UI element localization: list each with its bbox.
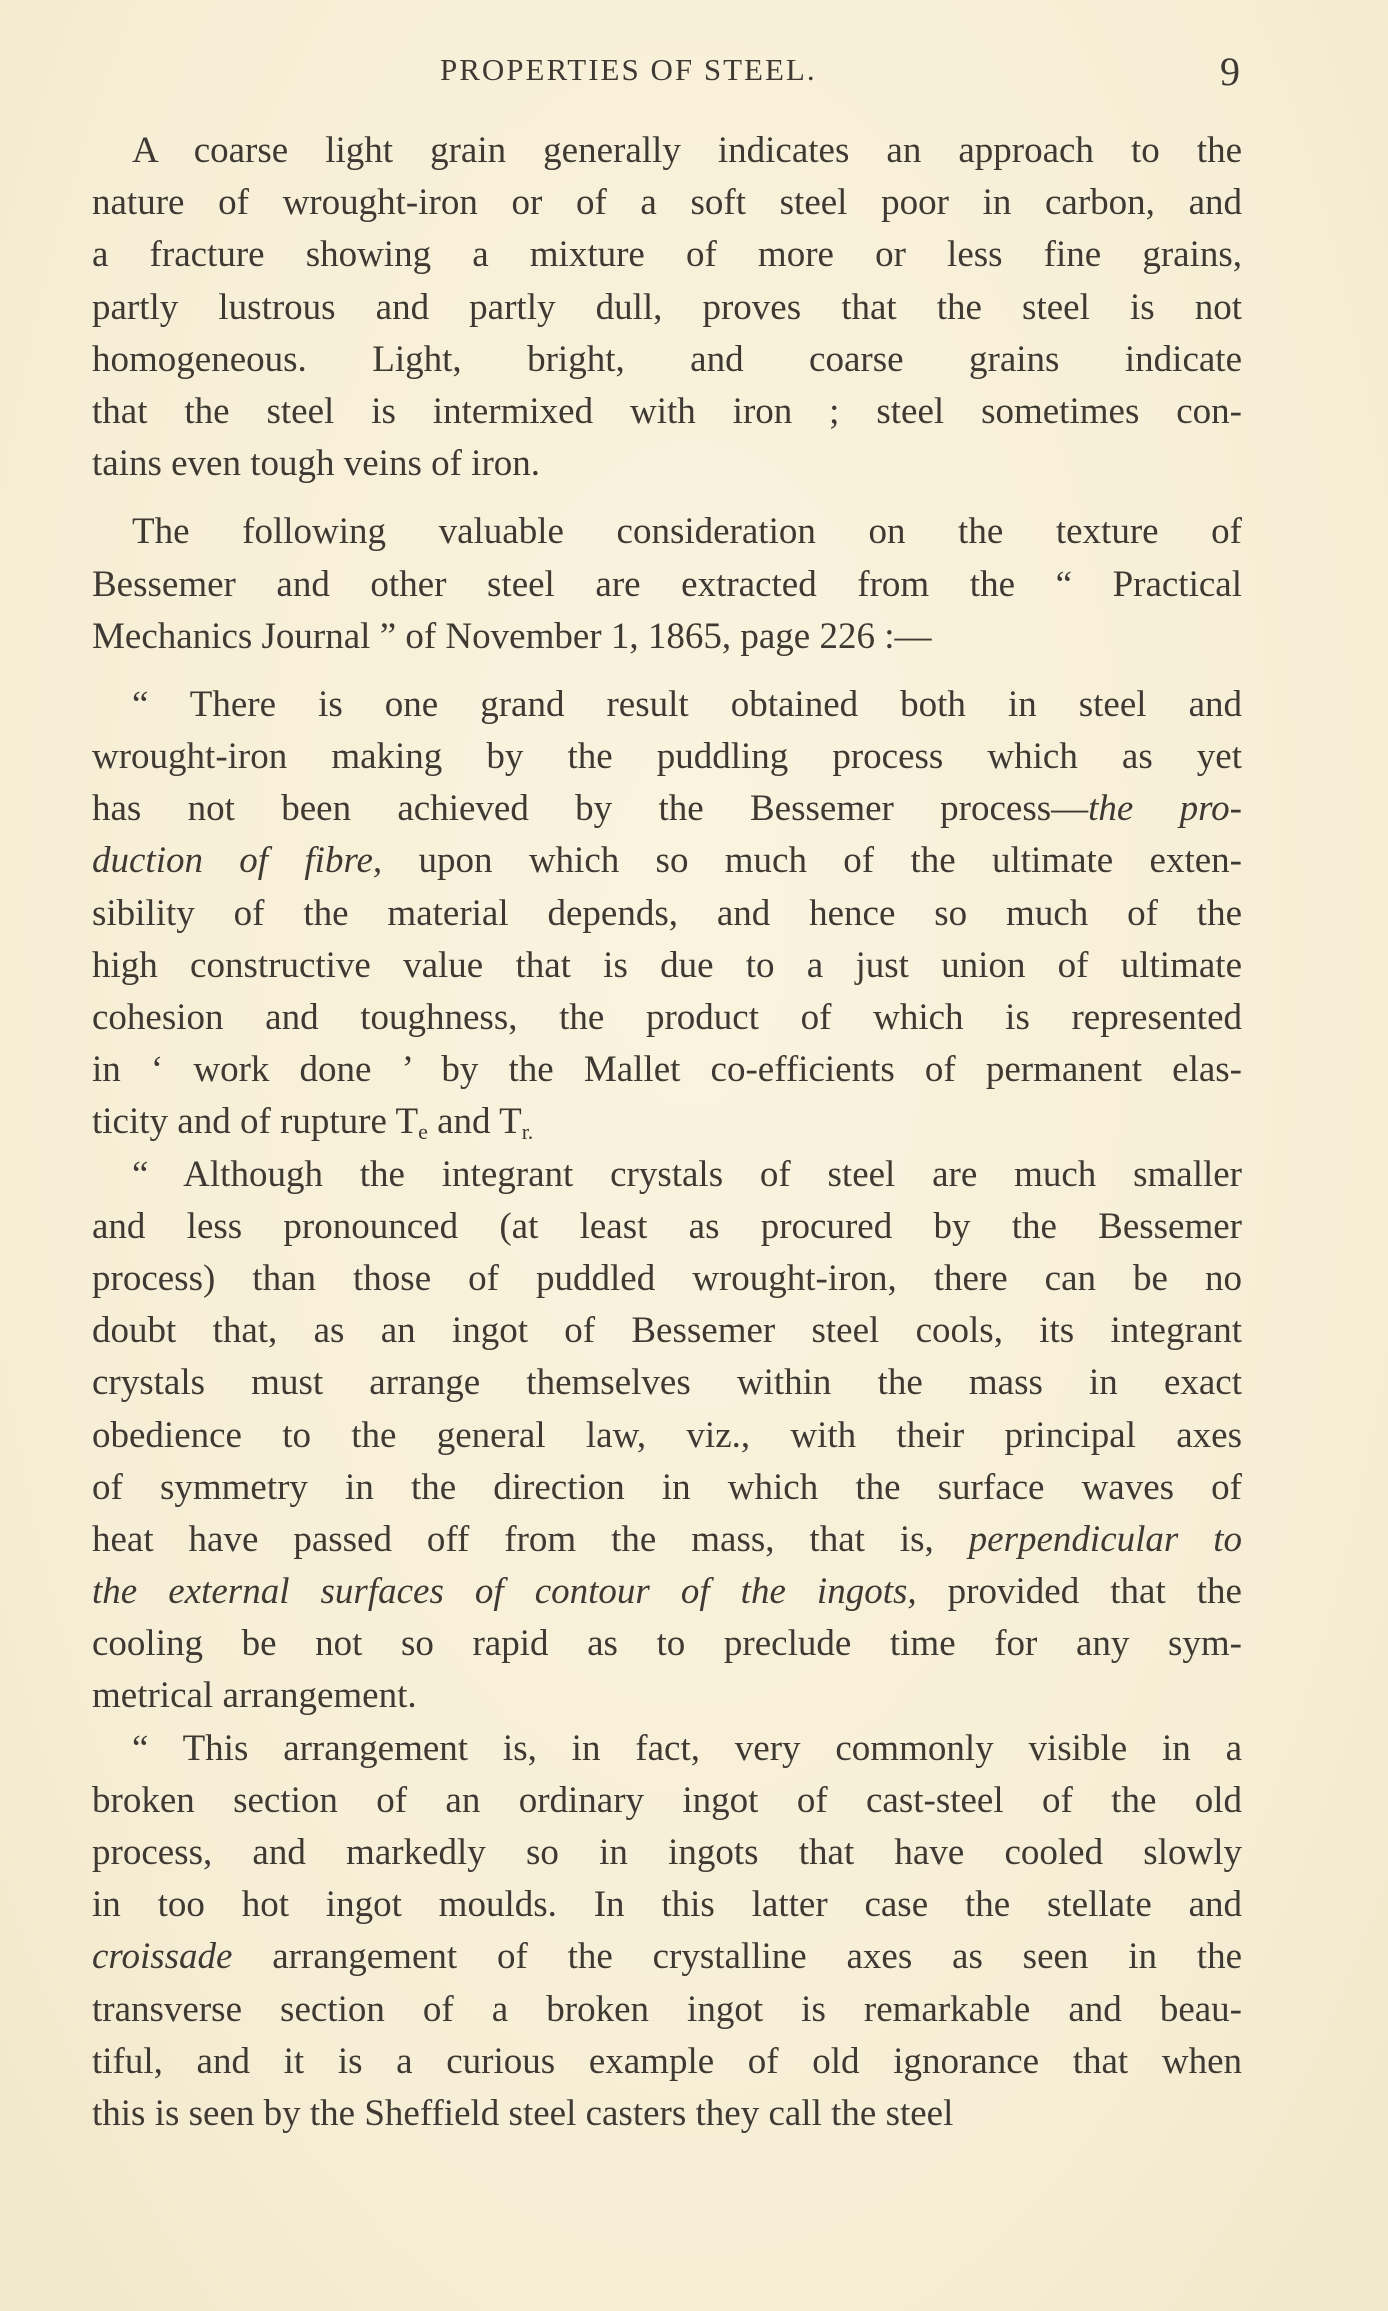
paragraph <box>92 1723 1242 2141</box>
text-line: sibility of the material depends, and hence so much of the <box>92 892 1242 934</box>
text-line: A coarse light grain generally indicates an approach to the <box>132 130 1242 171</box>
text-run: and T <box>427 1101 522 1143</box>
text-line <box>92 835 1242 887</box>
running-title: PROPERTIES OF STEEL. <box>440 52 817 87</box>
text-line: tiful, and it is a curious example of old ignorance that when <box>92 2040 1242 2082</box>
paragraph <box>92 679 1242 1149</box>
subscript: r. <box>521 1119 534 1145</box>
text-line: of symmetry in the direction in which the surface waves of <box>92 1466 1242 1508</box>
text-line: “ There is one grand result obtained both in steel and <box>132 683 1242 725</box>
text-line: “ This arrangement is, in fact, very commonly visible in a <box>132 1727 1242 1769</box>
text-run: has not been achieved by the Bessemer process— <box>92 788 1089 830</box>
text-line: homogeneous. Light, bright, and coarse grains indicate <box>92 338 1242 380</box>
body-text <box>92 125 1242 2140</box>
text-line: in too hot ingot moulds. In this latter case the stellate and <box>92 1884 1242 1926</box>
text-line: process) than those of puddled wrought-iron, there can be no <box>92 1257 1242 1299</box>
text-line: and less pronounced (at least as procured by the Bessemer <box>92 1205 1242 1247</box>
italic-text: croissade <box>92 1936 233 1978</box>
text-line: a fracture showing a mixture of more or less fine grains, <box>92 234 1242 276</box>
italic-text: duction of fibre, <box>92 840 383 882</box>
text-line: transverse section of a broken ingot is remarkable and beau- <box>92 1988 1242 2030</box>
text-line: broken section of an ordinary ingot of cast-steel of the old <box>92 1779 1242 1821</box>
text-line: “ Although the integrant crystals of steel are much smaller <box>132 1153 1242 1195</box>
text-run: ticity and of rupture T <box>92 1101 419 1143</box>
text-line: that the steel is intermixed with iron ; steel sometimes con- <box>92 390 1242 432</box>
text-line: obedience to the general law, viz., with their principal axes <box>92 1414 1242 1456</box>
text-line: cooling be not so rapid as to preclude time for any sym- <box>92 1623 1242 1665</box>
text-line: high constructive value that is due to a just union of ultimate <box>92 944 1242 986</box>
text-run: upon which so much of the ultimate exten- <box>382 840 1242 882</box>
text-line: metrical arrangement. <box>92 1675 417 1717</box>
text-run: provided that the <box>916 1571 1242 1613</box>
text-line <box>92 1514 1242 1566</box>
subscript: e <box>418 1119 428 1145</box>
running-header <box>0 49 1388 98</box>
page-number: 9 <box>1220 49 1240 94</box>
text-line: wrought-iron making by the puddling process which as yet <box>92 736 1242 778</box>
paragraph <box>92 1149 1242 1723</box>
text-line: process, and markedly so in ingots that have cooled slowly <box>92 1832 1242 1873</box>
text-line: this is seen by the Sheffield steel casters they call the steel <box>92 2092 954 2134</box>
text-line <box>92 1096 1242 1148</box>
paragraph <box>92 506 1242 663</box>
text-line: The following valuable consideration on the texture of <box>132 511 1242 553</box>
text-line: doubt that, as an ingot of Bessemer steel cools, its integrant <box>92 1310 1242 1352</box>
text-line: nature of wrought-iron or of a soft steel poor in carbon, and <box>92 182 1242 224</box>
italic-text: the external surfaces of contour of the ingots, <box>92 1571 917 1613</box>
text-line: tains even tough veins of iron. <box>92 443 541 485</box>
text-line <box>92 1931 1242 1983</box>
text-line: partly lustrous and partly dull, proves that the steel is not <box>92 286 1242 328</box>
text-line: in ‘ work done ’ by the Mallet co-efficients of permanent elas- <box>92 1049 1242 1091</box>
text-line: Bessemer and other steel are extracted from the “ Practical <box>92 563 1242 605</box>
text-line <box>92 1566 1242 1618</box>
italic-text: perpendicular to <box>968 1518 1242 1560</box>
text-line: crystals must arrange themselves within the mass in exact <box>92 1362 1242 1404</box>
paragraph <box>92 125 1242 490</box>
text-line: cohesion and toughness, the product of which is represented <box>92 997 1242 1038</box>
text-line: Mechanics Journal ” of November 1, 1865, page 226 :— <box>92 615 932 657</box>
text-line <box>92 783 1242 835</box>
text-run: arrangement of the crystalline axes as seen in the <box>232 1936 1242 1978</box>
text-run: heat have passed off from the mass, that is, <box>92 1518 969 1560</box>
italic-text: the pro- <box>1088 788 1242 830</box>
